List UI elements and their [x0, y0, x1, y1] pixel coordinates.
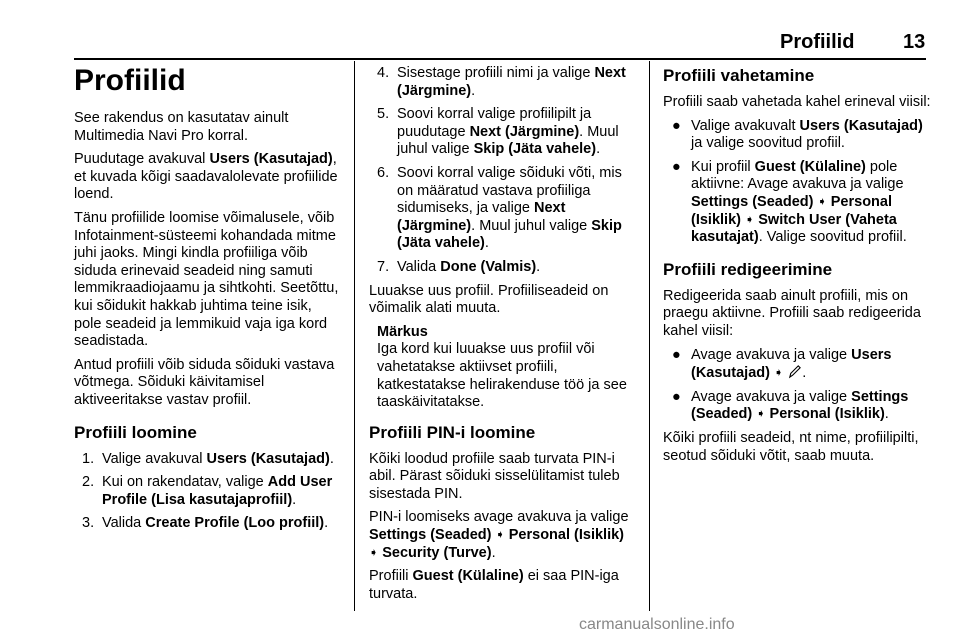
list-item: 6. Soovi korral valige sõiduki võti, mis on määratud vastava profiiliga sidumiseks, ja valige Next (Järgmine). Muul juhul valige Skip (Jäta vahele). — [377, 164, 622, 252]
step-list — [369, 65, 637, 277]
list-item: 7. Valida Done (Valmis). — [377, 258, 541, 275]
arrow-right-icon: ➧ — [745, 213, 755, 226]
note-title: Märkus — [377, 323, 428, 340]
column-divider-2 — [649, 61, 650, 611]
bullet-icon: ● — [672, 346, 681, 363]
bullet-icon: ● — [672, 388, 681, 405]
paragraph: Puudutage avakuval Users (Kasutajad), et kuvada kõigi saadavalolevate profiilide loend. — [74, 151, 338, 203]
list-item: 2. Kui on rakendatav, valige Add User Profile (Lisa kasutajaprofiil). — [82, 474, 333, 508]
bullet-icon: ● — [672, 117, 681, 134]
arrow-right-icon: ➧ — [495, 529, 505, 542]
section-title: Profiili PIN-i loomine — [369, 422, 536, 442]
paragraph: Redigeerida saab ainult profiili, mis on praegu aktiivne. Profiili saab redigeerida kahel viisil: — [663, 287, 921, 339]
paragraph: See rakendus on kasutatav ainult Multimedia Navi Pro korral. — [74, 110, 289, 144]
note-box — [369, 324, 637, 412]
arrow-right-icon: ➧ — [369, 546, 379, 559]
page-header-title: Profiilid — [780, 31, 855, 53]
paragraph: Profiili Guest (Külaline) ei saa PIN-iga turvata. — [369, 568, 619, 602]
paragraph: Tänu profiilide loomise võimalusele, võib Infotainment-süsteemi kohandada mitme juhi jaoks. Mingi kindla profiiliga võib siduda erinevaid seadeid ning samuti lemmikraadiojaamu ja sihtkohti. Seetõttu, kui sõidukit hakkab juhtima teine isik, pole seadeid ja lemmikuid vaja iga kord seadistada. — [74, 209, 339, 350]
section-title: Profiili redigeerimine — [663, 259, 833, 279]
list-item: ● Avage avakuva ja valige Settings (Seaded) ➧ Personal (Isiklik). — [672, 388, 909, 423]
list-item: 1. Valige avakuval Users (Kasutajad). — [82, 450, 334, 467]
footer-watermark: carmanualsonline.info — [579, 616, 735, 633]
paragraph: Luuakse uus profiil. Profiiliseadeid on võimalik alati muuta. — [369, 282, 609, 317]
section-title: Profiili vahetamine — [663, 66, 815, 85]
arrow-right-icon: ➧ — [774, 367, 784, 380]
paragraph: Antud profiili võib siduda sõiduki vastava võtmega. Sõiduki käivitamisel aktiveeritakse vastav profiil. — [74, 356, 335, 408]
paragraph: Kõiki profiili seadeid, nt nime, profiilipilti, seotud sõiduki võtit, saab muuta. — [663, 429, 919, 464]
list-item: ● Avage avakuva ja valige Users (Kasutajad) ➧ . — [672, 346, 892, 382]
bullet-list — [663, 118, 931, 247]
column-2 — [369, 65, 637, 609]
bullet-list — [663, 347, 931, 424]
list-item: 4. Sisestage profiili nimi ja valige Next (Järgmine). — [377, 65, 626, 99]
paragraph: Kõiki loodud profiile saab turvata PIN-i abil. Pärast sõiduki sisselülitamist tuleb sisestada PIN. — [369, 450, 620, 502]
note-text: Iga kord kui luuakse uus profiil või vahetatakse aktiivset profiili, katkestatakse helirakenduse töö ja see taaskäivitatakse. — [377, 341, 627, 411]
bullet-icon: ● — [672, 158, 681, 175]
list-item: ● Kui profiil Guest (Külaline) pole aktiivne: Avage avakuva ja valige Settings (Seaded) ➧ Personal (Isiklik) ➧ Switch User (Vaheta kasutajat). Valige soovitud profiil. — [672, 158, 907, 246]
paragraph: PIN-i loomiseks avage avakuva ja valige Settings (Seaded) ➧ Personal (Isiklik) ➧ Security (Turve). — [369, 509, 629, 561]
page-title: Profiilid — [74, 64, 186, 97]
column-1 — [74, 63, 342, 539]
header-rule — [74, 58, 926, 60]
column-divider-1 — [354, 61, 355, 611]
list-item: 3. Valida Create Profile (Loo profiil). — [82, 515, 329, 532]
paragraph: Profiili saab vahetada kahel erineval viisil: — [663, 94, 931, 110]
section-title: Profiili loomine — [74, 422, 197, 442]
list-item: 5. Soovi korral valige profiilipilt ja puudutage Next (Järgmine). Muul juhul valige Skip (Jäta vahele). — [377, 106, 619, 158]
arrow-right-icon: ➧ — [817, 195, 827, 208]
arrow-right-icon: ➧ — [756, 408, 766, 421]
list-item: ● Valige avakuvalt Users (Kasutajad) ja valige soovitud profiil. — [672, 117, 923, 152]
pencil-icon — [787, 364, 802, 379]
page-number: 13 — [903, 31, 926, 53]
column-3 — [663, 65, 931, 471]
step-list — [74, 451, 342, 533]
